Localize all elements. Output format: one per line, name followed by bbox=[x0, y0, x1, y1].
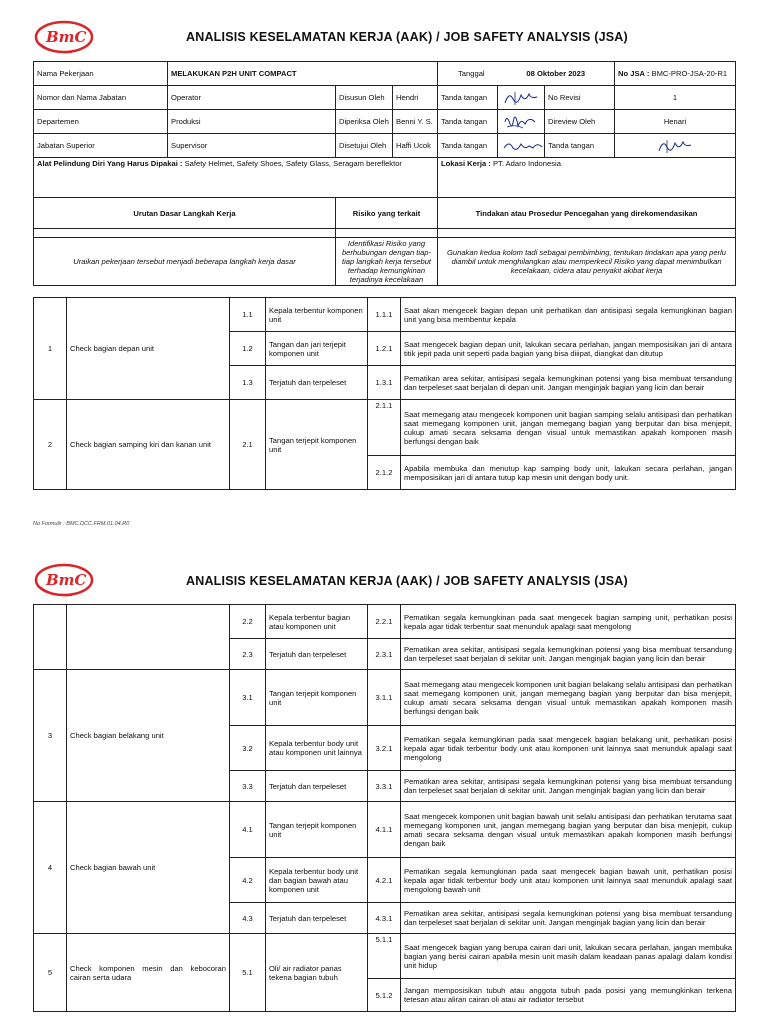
step-number: 1 bbox=[34, 298, 67, 400]
risk-number: 1.2 bbox=[230, 332, 266, 366]
risk-number: 4.3 bbox=[230, 903, 266, 934]
jsa-table-page-1 bbox=[33, 297, 736, 490]
col-header-risiko: Risiko yang terkait bbox=[336, 198, 438, 229]
risk-description: Terjatuh dan terpeleset bbox=[266, 639, 368, 670]
risk-description: Tangan terjepit komponen unit bbox=[266, 670, 368, 726]
blank-cell-1 bbox=[34, 229, 336, 238]
signature-hendri bbox=[501, 89, 541, 107]
action-number: 2.1.2 bbox=[368, 456, 401, 490]
action-number: 3.1.1 bbox=[368, 670, 401, 726]
desc-urutan: Uraikan pekerjaan tersebut menjadi beberapa langkah kerja dasar bbox=[34, 238, 336, 286]
disusun-value: Hendri bbox=[393, 86, 438, 110]
action-number: 2.2.1 bbox=[368, 605, 401, 639]
diperiksa-label: Diperiksa Oleh bbox=[336, 110, 393, 134]
action-number: 4.1.1 bbox=[368, 802, 401, 858]
step-number: 4 bbox=[34, 802, 67, 934]
action-number: 1.3.1 bbox=[368, 366, 401, 400]
apd-value: Safety Helmet, Safety Shoes, Safety Glass, Seragam bereflektor bbox=[184, 159, 402, 168]
tanda-tangan-label-1: Tanda tangan bbox=[438, 86, 498, 110]
lokasi-cell bbox=[438, 158, 736, 198]
tanggal-value: 08 Oktober 2023 bbox=[498, 62, 615, 86]
signature-benni bbox=[501, 112, 541, 132]
step-description: Check bagian samping kiri dan kanan unit bbox=[67, 400, 230, 490]
tanda-tangan-label-4: Tanda tangan bbox=[545, 134, 615, 158]
step-description-empty bbox=[67, 605, 230, 670]
disusun-label: Disusun Oleh bbox=[336, 86, 393, 110]
svg-text:BmC: BmC bbox=[46, 28, 87, 46]
action-description: Pematikan segala kemungkinan pada saat mengecek bagian belakang unit, perhatikan posisi kepala agar tidak terbentur body unit atau komponen unit lainnya saat menunduk apalagi saat mengolong bbox=[401, 726, 736, 771]
no-revisi-label: No Revisi bbox=[545, 86, 615, 110]
action-number: 2.1.1 bbox=[368, 400, 401, 456]
risk-description: Kepala terbentur body unit dan bagian bawah atau komponen unit bbox=[266, 858, 368, 903]
action-number: 3.2.1 bbox=[368, 726, 401, 771]
diperiksa-value: Benni Y. S. bbox=[393, 110, 438, 134]
risk-description: Kepala terbentur bagian atau komponen unit bbox=[266, 605, 368, 639]
jabatan-superior-value: Supervisor bbox=[168, 134, 336, 158]
step-number-empty bbox=[34, 605, 67, 670]
action-description: Jangan memposisikan tubuh atau anggota tubuh pada posisi yang memungkinkan terkena tetesan atau aliran cairan oli atau air radiator tersebut bbox=[401, 979, 736, 1012]
signature-1 bbox=[498, 86, 545, 110]
risk-description: Terjatuh dan terpeleset bbox=[266, 771, 368, 802]
no-jsa-value: BMC-PRO-JSA-20-R1 bbox=[651, 69, 728, 78]
risk-description: Kepala terbentur body unit atau komponen unit lainnya bbox=[266, 726, 368, 771]
desc-risiko: Identifikasi Risiko yang berhubungan dengan tiap-tiap langkah kerja tersebut terhadap kemungkinan terjadinya kecelakaan bbox=[336, 238, 438, 286]
page-title: ANALISIS KESELAMATAN KERJA (AAK) / JOB SAFETY ANALYSIS (JSA) bbox=[186, 574, 628, 588]
action-description: Saat memegang atau mengecek komponen unit bagian samping selalu antisipasi dan perhatikan saat memegang komponen unit, jangan memegang bagian yang berputar dan bisa menjepit, cukup amati secara seksama dengan visual untuk memastikan apakah komponen masih berfungsi dengan baik bbox=[401, 400, 736, 456]
departemen-label: Departemen bbox=[34, 110, 168, 134]
action-number: 1.1.1 bbox=[368, 298, 401, 332]
risk-number: 3.3 bbox=[230, 771, 266, 802]
disetujui-value: Haffi Ucok bbox=[393, 134, 438, 158]
risk-description: Tangan dan jari terjepit komponen unit bbox=[266, 332, 368, 366]
risk-description: Oli/ air radiator panas tekena bagian tubuh bbox=[266, 934, 368, 1012]
signature-haffi bbox=[501, 138, 545, 154]
risk-number: 2.2 bbox=[230, 605, 266, 639]
action-number: 1.2.1 bbox=[368, 332, 401, 366]
signature-2 bbox=[498, 110, 545, 134]
risk-description: Kepala terbentur komponen unit bbox=[266, 298, 368, 332]
step-description: Check bagian depan unit bbox=[67, 298, 230, 400]
risk-number: 4.2 bbox=[230, 858, 266, 903]
blank-cell-3 bbox=[438, 229, 736, 238]
action-description: Pematikan area sekitar, antisipasi segala kemungkinan potensi yang bisa membuat tersandung dan terpeleset saat berjalan di sekitar unit. Jangan menginjak bagian yang licin dan berair bbox=[401, 903, 736, 934]
nama-pekerjaan-value: MELAKUKAN P2H UNIT COMPACT bbox=[168, 62, 438, 86]
risk-description: Tangan terjepit komponen unit bbox=[266, 400, 368, 490]
risk-description: Tangan terjepit komponen unit bbox=[266, 802, 368, 858]
action-description: Saat mengecek komponen unit bagian bawah unit selalu antisipasi dan perhatikan terutama saat memegang komponen unit, jangan memegang bagian yang berputar dan bisa menjepit, cukup amati secara seksama dengan visual untuk memastikan apakah komponen masih berfungsi dengan baik bbox=[401, 802, 736, 858]
col-header-urutan: Urutan Dasar Langkah Kerja bbox=[34, 198, 336, 229]
risk-number: 1.3 bbox=[230, 366, 266, 400]
tanda-tangan-label-3: Tanda tangan bbox=[438, 134, 498, 158]
risk-number: 2.1 bbox=[230, 400, 266, 490]
signature-3 bbox=[498, 134, 545, 158]
lokasi-value: PT. Adaro Indonesia bbox=[492, 159, 561, 168]
page-title: ANALISIS KESELAMATAN KERJA (AAK) / JOB SAFETY ANALYSIS (JSA) bbox=[186, 30, 628, 44]
page-2 bbox=[0, 545, 768, 1024]
risk-description: Terjatuh dan terpeleset bbox=[266, 366, 368, 400]
risk-number: 2.3 bbox=[230, 639, 266, 670]
direview-label: Direview Oleh bbox=[545, 110, 615, 134]
no-jsa-cell bbox=[615, 62, 736, 86]
action-description: Saat mengecek bagian yang berupa cairan dari unit, lakukan secara perlahan, jangan membuka bagian yang berisi cairan apabila mesin unit masih dalam keadaan panas apalagi dalam kondisi unit hidup bbox=[401, 934, 736, 979]
direview-value: Henari bbox=[615, 110, 736, 134]
step-description: Check bagian belakang unit bbox=[67, 670, 230, 802]
nomor-jabatan-label: Nomor dan Nama Jabatan bbox=[34, 86, 168, 110]
action-number: 5.1.1 bbox=[368, 934, 401, 979]
action-description: Saat mengecek bagian depan unit, lakukan secara perlahan, jangan memposisikan jari di antara titik jepit pada unit seperti pada bagian yang bisa diiipat, diangkat dan ditutup bbox=[401, 332, 736, 366]
company-logo bbox=[32, 557, 96, 601]
apd-label: Alat Pelindung Diri Yang Harus Dipakai : bbox=[37, 159, 183, 168]
action-number: 4.2.1 bbox=[368, 858, 401, 903]
action-description: Saat memegang atau mengecek komponen unit bagian belakang selalu antisipasi dan perhatikan saat memegang komponen unit, jangan memegang bagian yang berputar dan bisa menjepit, cukup amati secara seksama dengan visual untuk memastikan apakah komponen masih berfungsi dengan baik bbox=[401, 670, 736, 726]
action-description: Apabila membuka dan menutup kap samping body unit, lakukan secara perlahan, jangan memposisikan jari di antara tutup kap mesin unit dengan body unit. bbox=[401, 456, 736, 490]
step-description: Check komponen mesin dan kebocoran cairan serta udara bbox=[67, 934, 230, 1012]
action-number: 2.3.1 bbox=[368, 639, 401, 670]
form-number: No Formulir : BMC.DCC.FRM.01.04.R0 bbox=[33, 521, 130, 527]
nomor-jabatan-value: Operator bbox=[168, 86, 336, 110]
jsa-table-page-2 bbox=[33, 604, 736, 1012]
departemen-value: Produksi bbox=[168, 110, 336, 134]
col-header-tindakan: Tindakan atau Prosedur Pencegahan yang direkomendasikan bbox=[438, 198, 736, 229]
blank-cell-2 bbox=[336, 229, 438, 238]
action-number: 4.3.1 bbox=[368, 903, 401, 934]
no-revisi-value: 1 bbox=[615, 86, 736, 110]
step-description: Check bagian bawah unit bbox=[67, 802, 230, 934]
signature-4 bbox=[615, 134, 736, 158]
action-description: Pematikan area sekitar, antisipasi segala kemungkinan potensi yang bisa membuat tersandung dan terpeleset saat berjalan di sekitar unit. Jangan menginjak bagian yang licin dan berair bbox=[401, 771, 736, 802]
signature-henari bbox=[655, 137, 695, 155]
tanggal-label: Tanggal bbox=[438, 62, 498, 86]
header-table bbox=[33, 61, 736, 286]
desc-tindakan: Gunakan kedua kolom tadi sebagai pembimbing, tentukan tindakan apa yang perlu diambil untuk menghilangkan atau memperkecil Risiko yang dapat menimbulkan kecelakaan, cidera atau penyakit akibat kerja bbox=[438, 238, 736, 286]
apd-cell bbox=[34, 158, 438, 198]
nama-pekerjaan-label: Nama Pekerjaan bbox=[34, 62, 168, 86]
risk-number: 4.1 bbox=[230, 802, 266, 858]
risk-number: 1.1 bbox=[230, 298, 266, 332]
step-number: 3 bbox=[34, 670, 67, 802]
action-number: 5.1.2 bbox=[368, 979, 401, 1012]
lokasi-label: Lokasi Kerja : bbox=[441, 159, 491, 168]
action-description: Pematikan segala kemungkinan pada saat mengecek bagian samping unit, perhatikan posisi kepala agar tidak terbentur saat menunduk apalagi saat mengolong bbox=[401, 605, 736, 639]
company-logo bbox=[32, 14, 96, 58]
no-jsa-label: No JSA : bbox=[618, 69, 650, 78]
risk-number: 3.2 bbox=[230, 726, 266, 771]
action-description: Pematikan area sekitar, antisipasi segala kemungkinan potensi yang bisa membuat tersandung dan terpeleset saat berjalan di sekitar unit. Jangan menginjak bagian yang licin dan berair bbox=[401, 639, 736, 670]
risk-description: Terjatuh dan terpeleset bbox=[266, 903, 368, 934]
tanda-tangan-label-2: Tanda tangan bbox=[438, 110, 498, 134]
action-number: 3.3.1 bbox=[368, 771, 401, 802]
risk-number: 5.1 bbox=[230, 934, 266, 1012]
disetujui-label: Disetujui Oleh bbox=[336, 134, 393, 158]
step-number: 2 bbox=[34, 400, 67, 490]
action-description: Pematikan segala kemungkinan pada saat mengecek bagian bawah unit, perhatikan posisi kepala agar tidak terbentur body unit atau komponen unit lainnya saat menunduk apalagi saat mengolong bawah unit bbox=[401, 858, 736, 903]
action-description: Saat akan mengecek bagian depan unit perhatikan dan antisipasi segala kemungkinan bagian unit yang bisa membentur kepala bbox=[401, 298, 736, 332]
risk-number: 3.1 bbox=[230, 670, 266, 726]
step-number: 5 bbox=[34, 934, 67, 1012]
svg-text:BmC: BmC bbox=[46, 571, 87, 589]
action-description: Pematikan area sekitar, antisipasi segala kemungkinan potensi yang bisa membuat tersandung dan terpeleset saat berjalan di depan unit. Jangan menginjak bagian yang licin dan berair bbox=[401, 366, 736, 400]
jabatan-superior-label: Jabatan Superior bbox=[34, 134, 168, 158]
